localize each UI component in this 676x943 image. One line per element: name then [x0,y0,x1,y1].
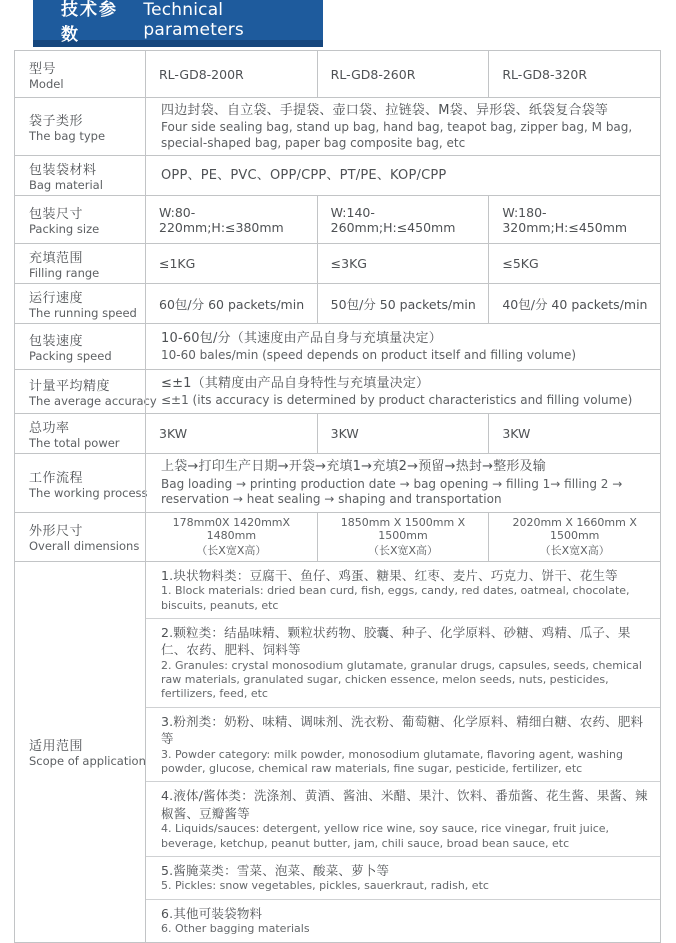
scope-item-zh: 1.块状物料类：豆腐干、鱼仔、鸡蛋、糖果、红枣、麦片、巧克力、饼干、花生等 [161,567,618,583]
dimensions-legend: （长X宽X高） [196,543,267,557]
table-row-filling-range [15,243,660,283]
model-cell-1 [145,51,317,97]
packing-size-cell-1 [145,196,317,243]
row-cells [145,196,660,243]
dimensions-legend: （长X宽X高） [539,543,610,557]
table-row-bag-material [15,155,660,195]
working-process-cell [145,454,660,511]
table-row-running-speed [15,283,660,323]
table-row-average-accuracy [15,369,660,413]
total-power-cell-1 [145,414,317,453]
row-label-zh: 工作流程 [29,470,84,486]
row-label-zh: 运行速度 [29,291,84,307]
total-power-cell-2 [317,414,489,453]
packing-size-value: W:80-220mm;H:≤380mm [159,204,284,235]
scope-item-en: 4. Liquids/sauces: detergent, yellow rice wine, soy sauce, rice vinegar, fruit juice, beverage, ketchup, peanut butter, jam, chili sauce, broad bean sauce, etc [161,822,610,850]
table-row-packing-size [15,195,660,243]
row-cells [145,244,660,283]
dimensions-value: 178mm0X 1420mmX 1480mm [172,515,291,542]
row-label-zh: 型号 [29,61,57,77]
banner-title-zh: 技术参数 [61,0,118,45]
total-power-cell-3 [488,414,660,453]
table-row-model [15,51,660,97]
table-row-packing-speed [15,323,660,369]
dimensions-cell-1 [145,513,317,561]
model-value: RL-GD8-320R [502,66,588,82]
packing-speed-en: 10-60 bales/min (speed depends on product itself and filling volume) [161,348,577,363]
running-speed-cell-2 [317,284,489,323]
scope-item-liquids-sauces [146,781,660,856]
row-label-en: The working process [29,485,148,500]
row-cells [145,414,660,453]
bag-type-zh: 四边封袋、自立袋、手提袋、壶口袋、拉链袋、M袋、异形袋、纸袋复合袋等 [161,103,609,118]
row-label-en: The total power [29,436,120,451]
row-label-zh: 包装速度 [29,334,84,350]
model-cell-2 [317,51,489,97]
row-label-bag-type [15,98,145,155]
row-label-packing-size [15,196,145,243]
bag-type-en: Four side sealing bag, stand up bag, hand bag, teapot bag, zipper bag, M bag, special-shaped bag, paper bag composite bag, etc [161,120,633,150]
row-label-zh: 计量平均精度 [29,379,111,395]
dimensions-value: 2020mm X 1660mm X 1500mm [512,515,637,542]
running-speed-cell-1 [145,284,317,323]
scope-item-zh: 5.酱腌菜类：雪菜、泡菜、酸菜、萝卜等 [161,862,390,878]
row-label-running-speed [15,284,145,323]
row-label-overall-dimensions [15,513,145,561]
total-power-value: 3KW [159,426,188,442]
filling-range-cell-1 [145,244,317,283]
packing-size-value: W:180-320mm;H:≤450mm [502,204,628,235]
banner-title-en: Technical parameters [143,0,244,40]
row-label-en: Overall dimensions [29,539,140,554]
row-label-en: Filling range [29,266,100,281]
running-speed-value: 40包/分 40 packets/min [502,296,648,312]
table-row-bag-type [15,97,660,155]
working-process-zh: 上袋→打印生产日期→开袋→充填1→充填2→预留→热封→整形及输 [161,459,546,475]
model-cell-3 [488,51,660,97]
scope-item-block-materials [146,562,660,618]
model-value: RL-GD8-200R [159,66,244,82]
row-cells [145,284,660,323]
scope-item-en: 1. Block materials: dried bean curd, fish, eggs, candy, red dates, oatmeal, chocolate, biscuits, peanuts, etc [161,584,630,612]
row-label-working-process [15,454,148,511]
table-row-overall-dimensions [15,512,660,561]
table-row-total-power [15,413,660,453]
running-speed-value: 50包/分 50 packets/min [330,296,476,312]
dimensions-cell-2 [317,513,489,561]
row-label-bag-material [15,156,145,195]
row-label-model [15,51,145,97]
row-label-zh: 包装袋材料 [29,163,97,179]
working-process-en: Bag loading → printing production date → bag opening → filling 1→ filling 2 → reservation → heat sealing → shaping and transportation [161,476,623,507]
row-cells [145,51,660,97]
row-label-average-accuracy [15,370,157,413]
scope-item-en: 3. Powder category: milk powder, monosodium glutamate, flavoring agent, washing powder, glucose, chemical raw materials, fine sugar, pesticide, fertilizer, etc [161,747,623,776]
row-label-en: The average accuracy [29,394,157,409]
packing-size-cell-2 [317,196,489,243]
row-label-en: Scope of application [29,754,146,769]
row-label-en: The bag type [29,129,106,144]
row-label-total-power [15,414,145,453]
packing-size-value: W:140-260mm;H:≤450mm [330,204,456,235]
filling-range-value: ≤3KG [330,256,367,272]
dimensions-legend: （长X宽X高） [367,543,439,557]
packing-speed-cell [145,324,660,369]
row-label-en: Packing size [29,222,100,237]
filling-range-cell-2 [317,244,489,283]
scope-item-en: 2. Granules: crystal monosodium glutamate, granular drugs, capsules, seeds, chemical raw materials, granulated sugar, chicken essence, melon seeds, nuts, pesticides, fertilizers, feed, etc [161,658,642,701]
scope-item-other-materials [146,899,660,942]
scope-item-zh: 3.粉剂类：奶粉、味精、调味剂、洗衣粉、葡萄糖、化学原料、精细白糖、农药、肥料等 [161,713,644,747]
row-label-scope-of-application [15,562,145,942]
row-label-packing-speed [15,324,145,369]
row-label-en: Bag material [29,178,103,193]
section-header-banner [33,0,323,47]
average-accuracy-en: ≤±1 (its accuracy is determined by product characteristics and filling volume) [161,393,633,408]
packing-size-cell-3 [488,196,660,243]
model-value: RL-GD8-260R [330,66,416,82]
total-power-value: 3KW [330,426,359,442]
scope-list [145,562,660,942]
scope-item-en: 6. Other bagging materials [161,922,310,936]
running-speed-value: 60包/分 60 packets/min [159,296,305,312]
table-row-scope-of-application [15,561,660,942]
spec-table [14,50,661,943]
packing-speed-zh: 10-60包/分（其速度由产品自身与充填量决定） [161,330,442,346]
scope-item-granules [146,618,660,707]
row-label-zh: 袋子类形 [29,114,84,130]
scope-item-zh: 6.其他可装袋物料 [161,905,263,921]
scope-item-pickles [146,856,660,899]
running-speed-cell-3 [488,284,660,323]
scope-item-en: 5. Pickles: snow vegetables, pickles, sauerkraut, radish, etc [161,879,489,893]
average-accuracy-cell [145,370,660,413]
bag-type-cell [145,98,660,155]
row-label-en: Model [29,76,64,91]
scope-item-zh: 2.颗粒类：结晶味精、颗粒状药物、胶囊、种子、化学原料、砂糖、鸡精、瓜子、果仁、农药、肥料、饲料等 [161,624,631,658]
filling-range-value: ≤5KG [502,256,539,272]
row-label-en: Packing speed [29,349,112,364]
row-label-zh: 总功率 [29,421,70,437]
row-label-zh: 充填范围 [29,251,84,267]
filling-range-value: ≤1KG [159,256,196,272]
dimensions-cell-3 [488,513,660,561]
scope-item-zh: 4.液体/酱体类：洗涤剂、黄酒、酱油、米醋、果汁、饮料、番茄酱、花生酱、果酱、辣椒酱、豆瓣酱等 [161,788,648,821]
row-label-filling-range [15,244,145,283]
average-accuracy-zh: ≤±1（其精度由产品自身特性与充填量决定） [161,375,430,391]
row-label-zh: 适用范围 [29,739,84,755]
table-row-working-process [15,453,660,511]
row-label-zh: 外形尺寸 [29,524,84,540]
dimensions-value: 1850mm X 1500mm X 1500mm [340,515,466,542]
row-cells [145,513,660,561]
bag-material-cell [145,156,660,195]
filling-range-cell-3 [488,244,660,283]
row-label-en: The running speed [29,306,137,321]
scope-item-powder [146,707,660,782]
total-power-value: 3KW [502,426,531,442]
row-label-zh: 包装尺寸 [29,207,84,223]
bag-material-value: OPP、PE、PVC、OPP/CPP、PT/PE、KOP/CPP [161,167,447,183]
